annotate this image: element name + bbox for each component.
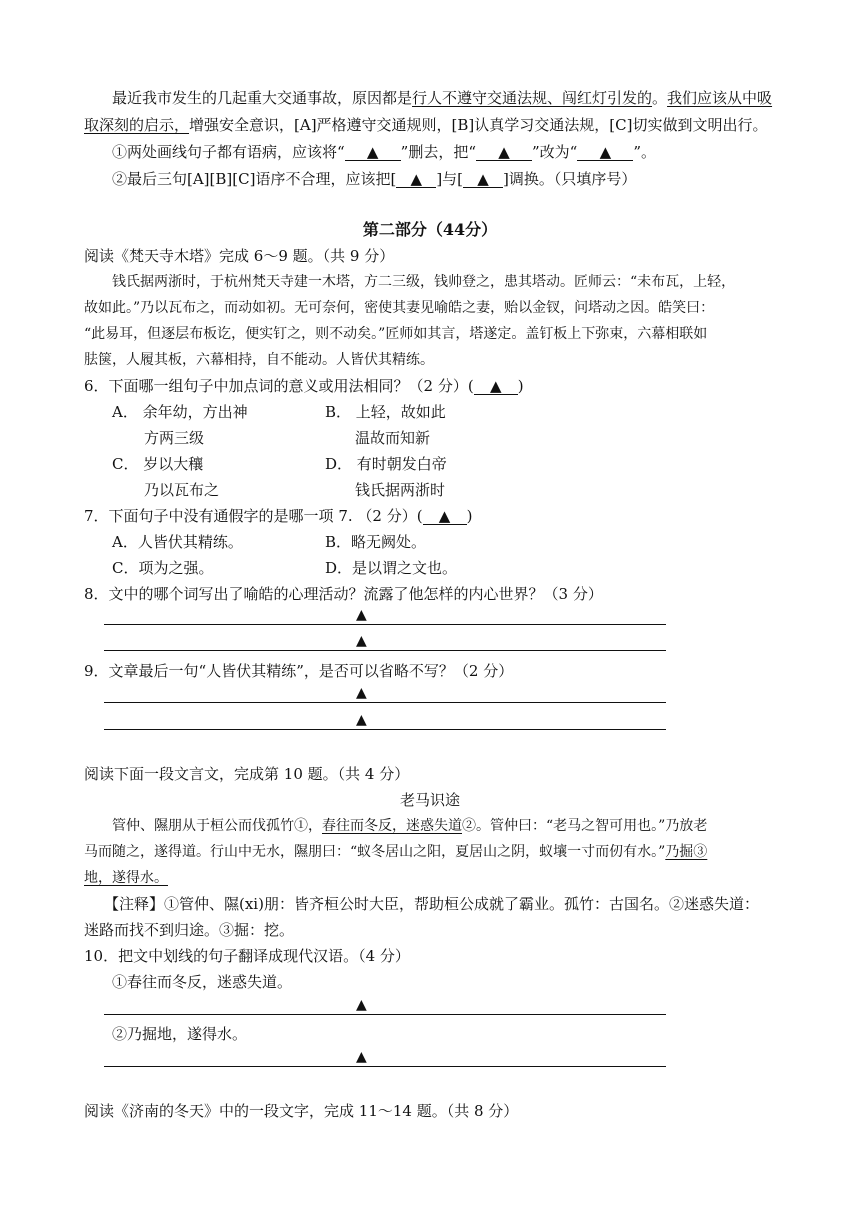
answer-blank[interactable]: ▲ bbox=[345, 144, 401, 161]
passage-line: “此易耳，但逐层布板讫，便实钉之，则不动矣。”匠师如其言，塔遂定。盖钉板上下弥束，六幕相联如 bbox=[84, 326, 708, 342]
passage-title: 老马识途 bbox=[399, 791, 460, 809]
q7-option-b[interactable]: B．略无阙处。 bbox=[325, 533, 427, 551]
passage-line: 钱氏据两浙时，于杭州梵天寺建一木塔，方二三级，钱帅登之，患其塔动。匠师云：“未布瓦，上轻， bbox=[112, 274, 736, 290]
answer-mark: ▲ bbox=[356, 712, 367, 728]
passage-line: 管仲、隰朋从于桓公而伐孤竹①，春往而冬反，迷惑失道②。管仲曰：“老马之智可用也。”乃放老 bbox=[112, 818, 708, 834]
answer-blank[interactable]: ▲ bbox=[463, 171, 503, 188]
reading-intro: 阅读《济南的冬天》中的一段文字，完成 11～14 题。（共 8 分） bbox=[84, 1102, 519, 1120]
question-1: ①两处画线句子都有语病，应该将“ ▲ ”删去，把“ ▲ ”改为“ ▲ ”。 bbox=[112, 143, 657, 161]
passage-line: 故如此。”乃以瓦布之，而动如初。无可奈何，密使其妻见喻皓之妻，贻以金钗，问塔动之因。皓笑曰： bbox=[84, 300, 715, 316]
option-a2: 方两三级 bbox=[144, 429, 205, 447]
sentence-line-2: 取深刻的启示，增强安全意识，[A]严格遵守交通规则，[B]认真学习交通法规，[C]切实做到文明出行。 bbox=[84, 116, 768, 134]
answer-line[interactable] bbox=[104, 702, 666, 703]
annotation: 迷路而找不到归途。③掘：挖。 bbox=[84, 921, 295, 939]
answer-blank[interactable]: ▲ bbox=[396, 171, 436, 188]
answer-blank[interactable]: ▲ bbox=[474, 378, 518, 395]
underlined-sentence-2: 乃掘③ bbox=[665, 844, 708, 860]
section-heading: 第二部分（44分） bbox=[362, 220, 498, 239]
reading-intro: 阅读《梵天寺木塔》完成 6～9 题。（共 9 分） bbox=[84, 247, 395, 265]
answer-line[interactable] bbox=[104, 1014, 666, 1015]
question-10: 10．把文中划线的句子翻译成现代汉语。（4 分） bbox=[84, 947, 410, 965]
answer-mark: ▲ bbox=[356, 607, 367, 623]
q7-option-d[interactable]: D．是以谓之文也。 bbox=[325, 559, 458, 577]
underlined-sentence-1: 春往而冬反，迷惑失道 bbox=[322, 818, 462, 834]
passage-line: 胠箧，人履其板，六幕相持，自不能动。人皆伏其精练。 bbox=[84, 352, 434, 368]
q7-option-a[interactable]: A．人皆伏其精练。 bbox=[112, 533, 243, 551]
option-c1[interactable]: C． 岁以大穰 bbox=[112, 455, 204, 473]
option-d1[interactable]: D． 有时朝发白帝 bbox=[325, 455, 447, 473]
passage-line: 地，遂得水。 bbox=[84, 870, 168, 886]
question-7: 7．下面句子中没有通假字的是哪一项 7. （2 分）( ▲ ) bbox=[84, 507, 473, 525]
option-b2: 温故而知新 bbox=[355, 429, 431, 447]
answer-blank[interactable]: ▲ bbox=[476, 144, 532, 161]
answer-mark: ▲ bbox=[356, 633, 367, 649]
answer-line[interactable] bbox=[104, 1066, 666, 1067]
question-6: 6．下面哪一组句子中加点词的意义或用法相同？（2 分）( ▲ ) bbox=[84, 377, 524, 395]
answer-line[interactable] bbox=[104, 650, 666, 651]
answer-mark: ▲ bbox=[356, 1049, 367, 1065]
answer-line[interactable] bbox=[104, 624, 666, 625]
question-9: 9．文章最后一句“人皆伏其精练”，是否可以省略不写？（2 分） bbox=[84, 662, 514, 680]
annotation: 【注释】①管仲、隰(xi)朋：皆齐桓公时大臣，帮助桓公成就了霸业。孤竹：古国名。②迷惑失道： bbox=[104, 895, 759, 913]
sentence-line-1: 最近我市发生的几起重大交通事故，原因都是行人不遵守交通法规、闯红灯引发的。我们应该从中吸 bbox=[112, 89, 773, 107]
option-b1[interactable]: B． 上轻，故如此 bbox=[325, 403, 446, 421]
answer-blank[interactable]: ▲ bbox=[423, 508, 467, 525]
q10-sentence-2: ②乃掘地，遂得水。 bbox=[112, 1025, 248, 1043]
answer-blank[interactable]: ▲ bbox=[577, 144, 633, 161]
option-d2: 钱氏据两浙时 bbox=[355, 481, 446, 499]
underlined-phrase-2: 取深刻的启示， bbox=[84, 116, 190, 134]
option-a1[interactable]: A． 余年幼，方出神 bbox=[112, 403, 248, 421]
answer-mark: ▲ bbox=[356, 685, 367, 701]
question-8: 8．文中的哪个词写出了喻皓的心理活动？流露了他怎样的内心世界？（3 分） bbox=[84, 585, 603, 603]
answer-line[interactable] bbox=[104, 729, 666, 730]
passage-line: 马而随之，遂得道。行山中无水，隰朋曰：“蚁冬居山之阳，夏居山之阴，蚁壤一寸而仞有水。”乃掘③ bbox=[84, 844, 708, 860]
q7-option-c[interactable]: C．项为之强。 bbox=[112, 559, 214, 577]
answer-mark: ▲ bbox=[356, 997, 367, 1013]
reading-intro: 阅读下面一段文言文，完成第 10 题。（共 4 分） bbox=[84, 765, 410, 783]
option-c2: 乃以瓦布之 bbox=[144, 481, 220, 499]
q10-sentence-1: ①春往而冬反，迷惑失道。 bbox=[112, 973, 293, 991]
underlined-phrase-1: 行人不遵守交通法规、闯红灯引发的 bbox=[412, 89, 653, 107]
question-2: ②最后三句[A][B][C]语序不合理，应该把[ ▲ ]与[ ▲ ]调换。（只填序号） bbox=[112, 170, 637, 188]
